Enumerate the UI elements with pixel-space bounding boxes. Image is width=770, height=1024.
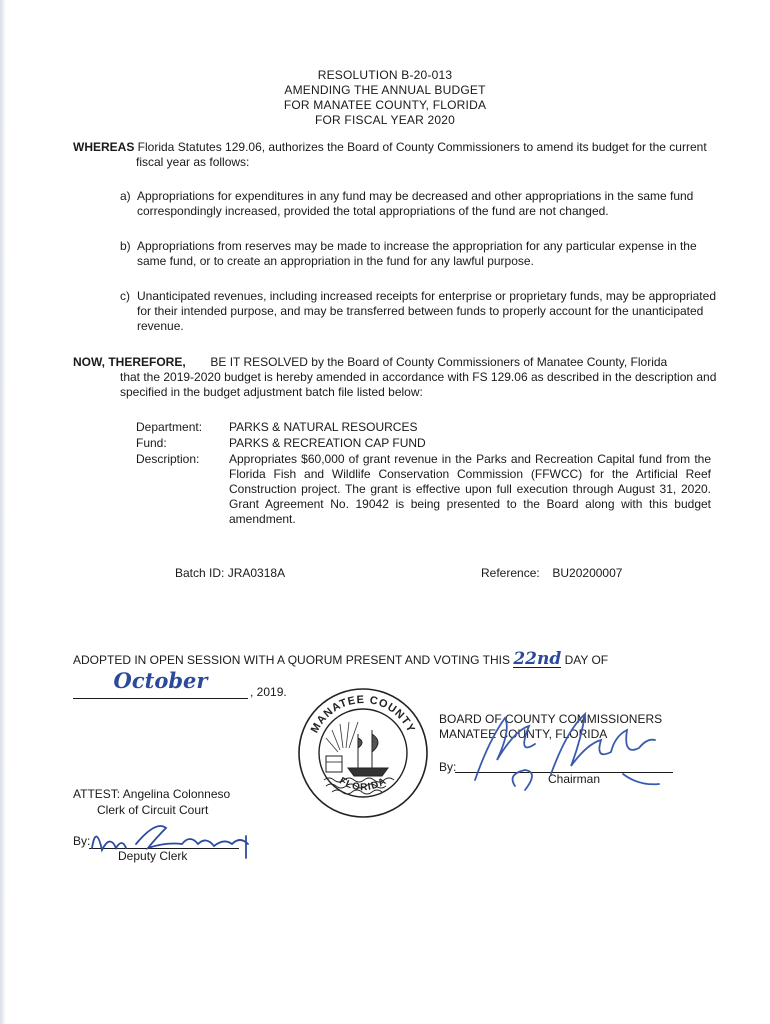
- attest-line-1: ATTEST: Angelina Colonneso: [73, 787, 231, 801]
- reference-value: BU20200007: [552, 566, 623, 580]
- resolved-text-1: BE IT RESOLVED by the Board of County Commissioners of Manatee County, Florida: [210, 355, 668, 369]
- seal-bottom-text: FLORIDA: [337, 775, 389, 794]
- svg-text:FLORIDA: [337, 776, 389, 794]
- adoption-statement: [73, 649, 673, 669]
- list-item: [120, 289, 720, 334]
- board-line-2: MANATEE COUNTY, FLORIDA: [439, 727, 608, 741]
- reference-label: Reference:: [481, 566, 540, 580]
- whereas-lead: WHEREAS: [73, 140, 135, 154]
- chairman-title: Chairman: [548, 772, 601, 786]
- item-line: Unanticipated revenues, including increased receipts for enterprise or proprietary funds, may be appropriated: [137, 289, 716, 303]
- attest-by-label: By:: [73, 834, 91, 848]
- item-line: Appropriations from reserves may be made to increase the appropriation for any particular expense in the: [137, 239, 697, 253]
- batch-id: [175, 566, 285, 581]
- description-value: Appropriates $60,000 of grant revenue in the Parks and Recreation Capital fund from the Florida Fish and Wildlife Conservation Commission (FFWCC) for the Artificial Reef Construction project. The grant is effective upon full execution through August 31, 2020. Grant Agreement No. 19042 is being presented to the Board along with this budget amendment.: [229, 452, 711, 526]
- day-suffix: DAY OF: [564, 653, 609, 667]
- adoption-year: , 2019.: [250, 685, 287, 699]
- whereas-text-1: Florida Statutes 129.06, authorizes the Board of County Commissioners to amend its budget for the current: [134, 140, 707, 154]
- whereas-paragraph: [73, 140, 713, 170]
- county-seal: [296, 686, 430, 820]
- item-line: Appropriations for expenditures in any fund may be decreased and other appropriations in the same fund: [137, 189, 694, 203]
- batch-value: JRA0318A: [227, 566, 286, 580]
- resolution-header: [0, 68, 770, 128]
- description-label: Description:: [136, 452, 200, 466]
- board-by-label: By:: [439, 760, 457, 774]
- department-label: Department:: [136, 420, 203, 434]
- department-value: PARKS & NATURAL RESOURCES: [229, 420, 418, 434]
- month-handwritten: October: [113, 668, 208, 693]
- day-handwritten: 22nd: [513, 649, 562, 669]
- item-line: correspondingly increased, provided the total appropriations of the fund are not changed.: [137, 204, 609, 218]
- item-marker: a): [120, 189, 131, 203]
- svg-text:MANATEE COUNTY: [309, 694, 418, 735]
- item-marker: c): [120, 289, 130, 303]
- resolved-text-3: specified in the budget adjustment batch file listed below:: [120, 385, 423, 399]
- seal-top-text: MANATEE COUNTY: [308, 693, 418, 736]
- item-line: revenue.: [137, 319, 184, 333]
- list-item: [120, 189, 720, 219]
- fund-label: Fund:: [136, 436, 167, 450]
- resolution-number: RESOLUTION B-20-013: [317, 68, 453, 82]
- resolved-lead: NOW, THEREFORE,: [73, 355, 186, 369]
- list-item: [120, 239, 720, 269]
- attest-line-2: Clerk of Circuit Court: [97, 803, 209, 817]
- header-line-3: FOR MANATEE COUNTY, FLORIDA: [283, 98, 487, 112]
- scan-edge-shadow: [0, 0, 6, 1024]
- header-line-4: FOR FISCAL YEAR 2020: [314, 113, 456, 127]
- board-line-1: BOARD OF COUNTY COMMISSIONERS: [439, 712, 663, 726]
- deputy-clerk-title: Deputy Clerk: [118, 849, 188, 863]
- adoption-text: ADOPTED IN OPEN SESSION WITH A QUORUM PRESENT AND VOTING THIS: [73, 653, 510, 667]
- resolved-text-2: that the 2019-2020 budget is hereby amended in accordance with FS 129.06 as described in the description and: [120, 370, 717, 384]
- reference: [481, 566, 622, 581]
- whereas-text-2: fiscal year as follows:: [136, 155, 250, 169]
- resolved-paragraph: [73, 355, 723, 400]
- header-line-2: AMENDING THE ANNUAL BUDGET: [284, 83, 486, 97]
- fund-value: PARKS & RECREATION CAP FUND: [229, 436, 426, 450]
- item-marker: b): [120, 239, 131, 253]
- item-line: for their intended purpose, and may be transferred between funds to properly account for the unanticipated: [137, 304, 704, 318]
- month-line: [73, 668, 248, 699]
- batch-label: Batch ID:: [175, 566, 225, 580]
- item-line: same fund, or to create an appropriation in the fund for any lawful purpose.: [137, 254, 534, 268]
